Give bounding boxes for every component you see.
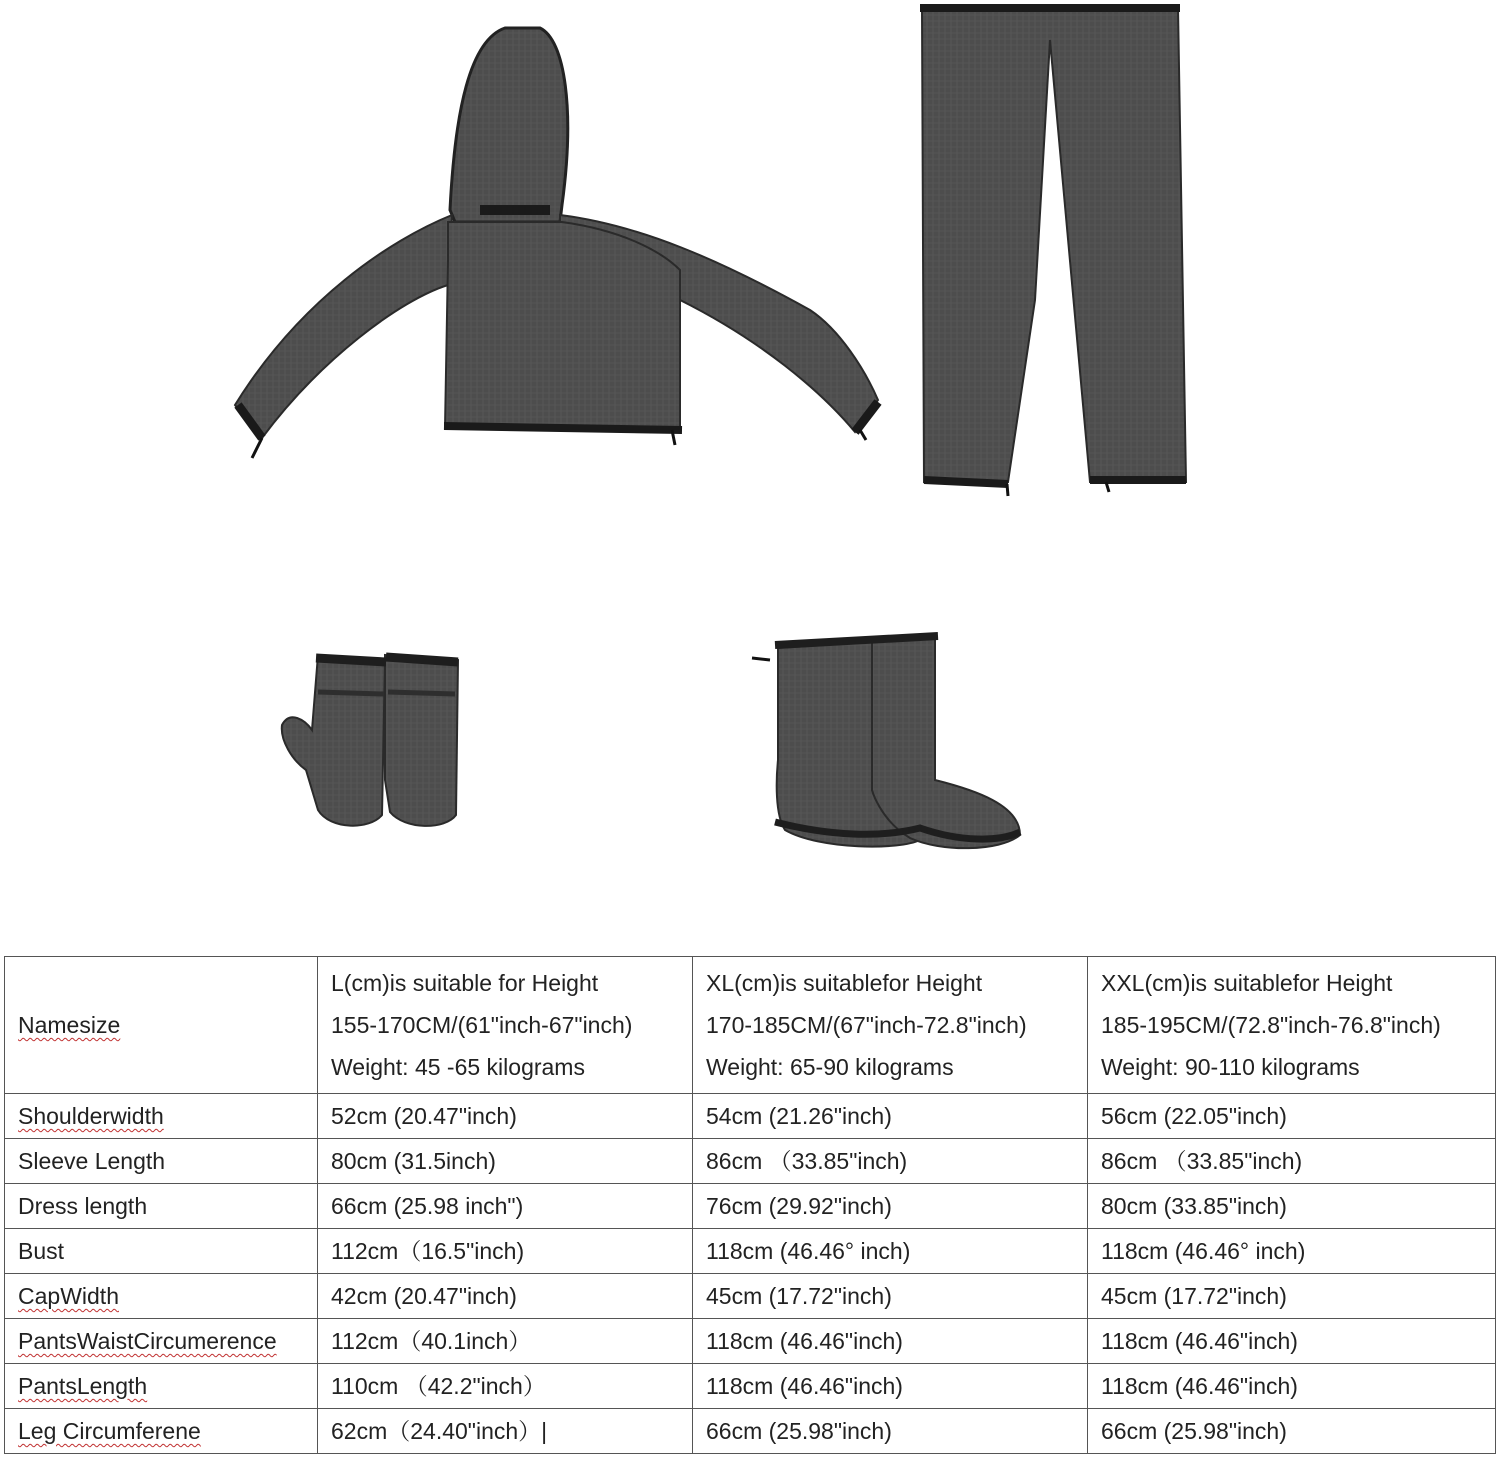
size-xxl-value: 86cm （33.85"inch) <box>1088 1139 1496 1184</box>
size-l-value: 62cm（24.40"inch）| <box>318 1409 693 1454</box>
size-l-weight-range: Weight: 45 -65 kilograms <box>331 1054 585 1080</box>
size-l-height-range: 155-170CM/(61"inch-67"inch) <box>331 1012 633 1038</box>
size-xl-value: 76cm (29.92"inch) <box>693 1184 1088 1229</box>
size-l-value: 52cm (20.47"inch) <box>318 1094 693 1139</box>
size-xxl-height-label: XXL(cm)is suitablefor Height <box>1101 970 1393 996</box>
size-xxl-weight-range: Weight: 90-110 kilograms <box>1101 1054 1360 1080</box>
table-row <box>5 1364 1496 1409</box>
namesize-label: Namesize <box>18 1012 121 1038</box>
row-label <box>5 1274 318 1319</box>
size-xxl-value: 56cm (22.05"inch) <box>1088 1094 1496 1139</box>
row-label-text: PantsLength <box>18 1373 148 1399</box>
table-row <box>5 1274 1496 1319</box>
size-xxl-value: 118cm (46.46° inch) <box>1088 1229 1496 1274</box>
size-l-header-cell <box>318 957 693 1094</box>
size-xxl-height-range: 185-195CM/(72.8"inch-76.8"inch) <box>1101 1012 1441 1038</box>
size-xl-weight-range: Weight: 65-90 kilograms <box>706 1054 954 1080</box>
size-chart-table <box>4 956 1496 1454</box>
size-table-header-row <box>5 957 1496 1094</box>
size-l-value: 66cm (25.98 inch") <box>318 1184 693 1229</box>
size-xl-value: 45cm (17.72"inch) <box>693 1274 1088 1319</box>
size-xxl-value: 118cm (46.46"inch) <box>1088 1319 1496 1364</box>
mesh-socks-image <box>752 636 1020 848</box>
table-row <box>5 1229 1496 1274</box>
mesh-jacket-image <box>235 28 878 458</box>
size-xl-value: 118cm (46.46° inch) <box>693 1229 1088 1274</box>
size-l-height-label: L(cm)is suitable for Height <box>331 970 599 996</box>
mesh-mittens-image <box>282 655 458 826</box>
size-xxl-value: 66cm (25.98"inch) <box>1088 1409 1496 1454</box>
size-l-value: 42cm (20.47"inch) <box>318 1274 693 1319</box>
size-l-value: 110cm （42.2"inch） <box>318 1364 693 1409</box>
size-xl-height-label: XL(cm)is suitablefor Height <box>706 970 983 996</box>
size-xl-value: 118cm (46.46"inch) <box>693 1364 1088 1409</box>
namesize-header-cell <box>5 957 318 1094</box>
size-xxl-value: 45cm (17.72"inch) <box>1088 1274 1496 1319</box>
size-xl-height-range: 170-185CM/(67"inch-72.8"inch) <box>706 1012 1027 1038</box>
row-label <box>5 1094 318 1139</box>
size-xl-value: 118cm (46.46"inch) <box>693 1319 1088 1364</box>
size-xl-value: 66cm (25.98"inch) <box>693 1409 1088 1454</box>
size-xl-header-cell <box>693 957 1088 1094</box>
row-label-text: CapWidth <box>18 1283 119 1309</box>
size-xl-value: 54cm (21.26"inch) <box>693 1094 1088 1139</box>
row-label-text: PantsWaistCircumerence <box>18 1328 277 1354</box>
size-l-value: 112cm（16.5"inch) <box>318 1229 693 1274</box>
row-label: Dress length <box>5 1184 318 1229</box>
size-l-value: 80cm (31.5inch) <box>318 1139 693 1184</box>
row-label: Sleeve Length <box>5 1139 318 1184</box>
table-row <box>5 1139 1496 1184</box>
size-l-value: 112cm（40.1inch） <box>318 1319 693 1364</box>
table-row <box>5 1409 1496 1454</box>
table-row <box>5 1319 1496 1364</box>
mesh-pants-image <box>920 8 1186 496</box>
row-label <box>5 1319 318 1364</box>
table-row <box>5 1094 1496 1139</box>
size-xxl-value: 80cm (33.85"inch) <box>1088 1184 1496 1229</box>
size-xl-value: 86cm （33.85"inch) <box>693 1139 1088 1184</box>
row-label <box>5 1409 318 1454</box>
row-label: Bust <box>5 1229 318 1274</box>
row-label <box>5 1364 318 1409</box>
row-label-text: Leg Circumferene <box>18 1418 201 1444</box>
table-row <box>5 1184 1496 1229</box>
row-label-text: Shoulderwidth <box>18 1103 164 1129</box>
size-xxl-value: 118cm (46.46"inch) <box>1088 1364 1496 1409</box>
size-xxl-header-cell <box>1088 957 1496 1094</box>
